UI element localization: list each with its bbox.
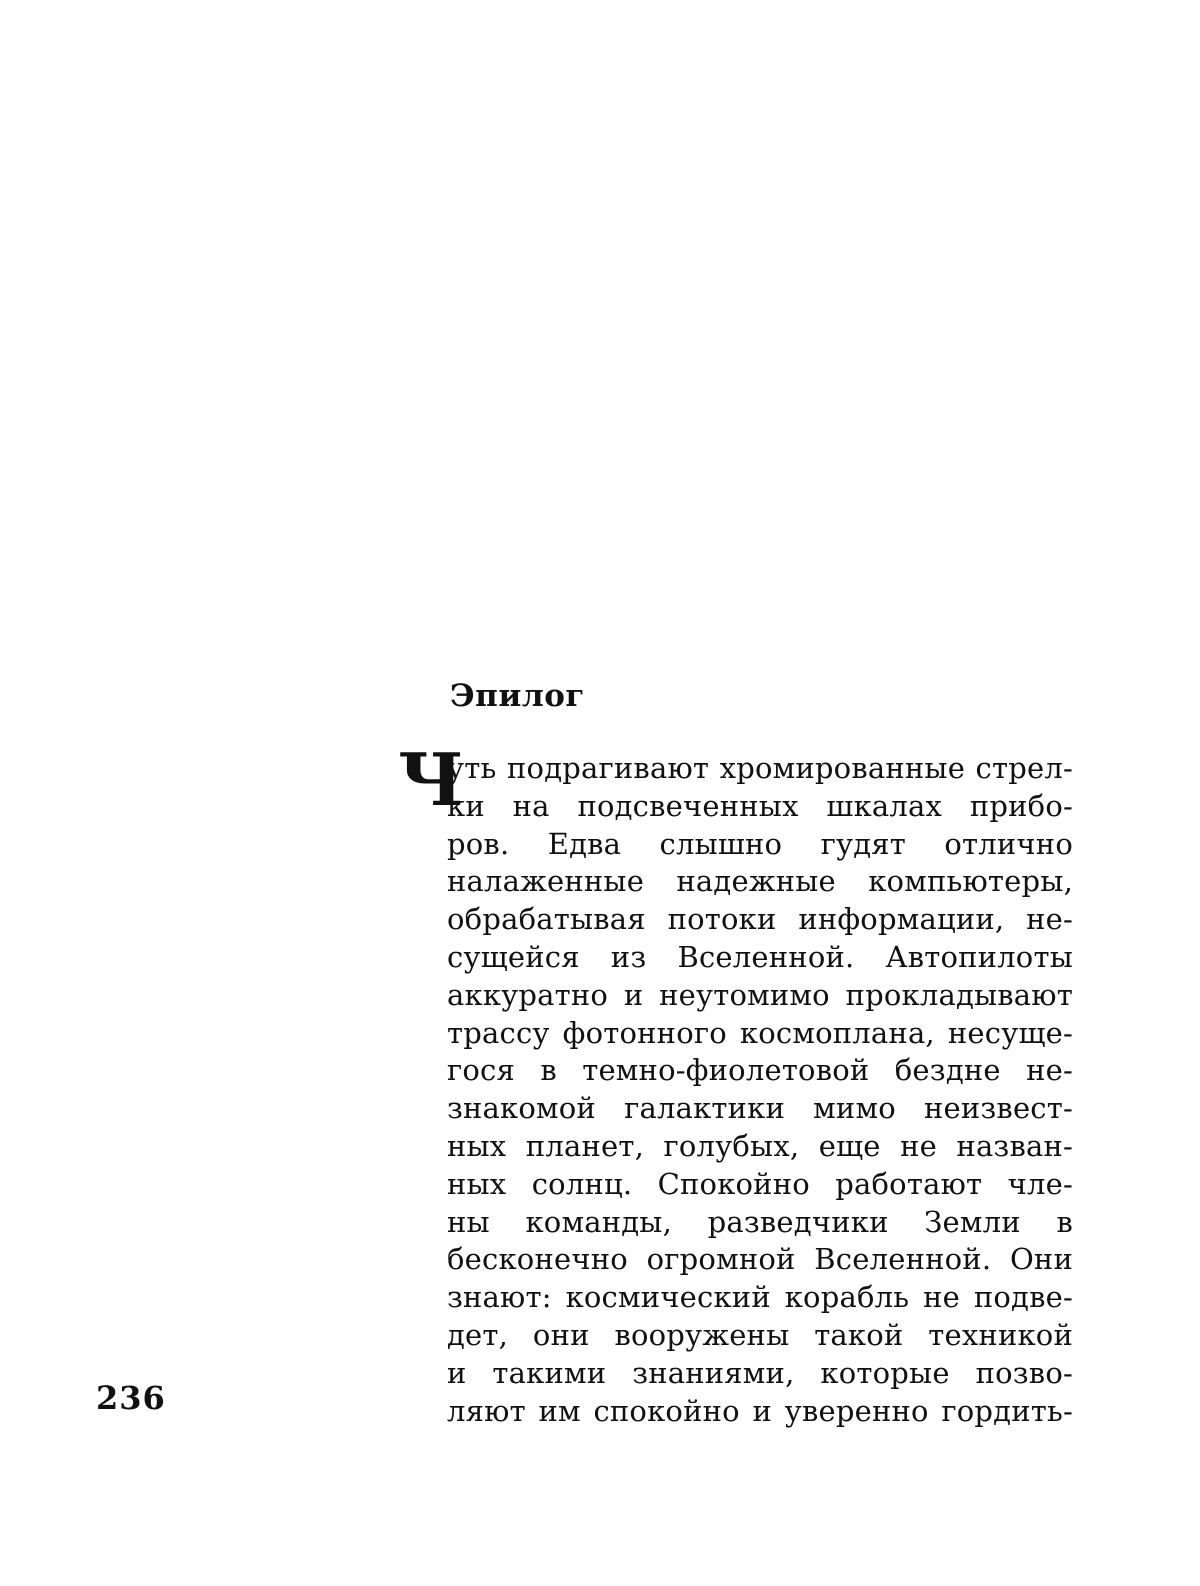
text-line: налаженные надежные компьютеры, (447, 864, 1073, 899)
text-line: уть подрагивают хромированные стрел- (447, 751, 1073, 785)
text-line: знают: космический корабль не подве- (447, 1280, 1073, 1315)
text-line: знакомой галактики мимо неизвест- (447, 1091, 1073, 1126)
text-line: обрабатывая потоки информации, не- (447, 902, 1073, 937)
body-text (447, 750, 1073, 1430)
text-line: и такими знаниями, которые позво- (447, 1355, 1073, 1390)
chapter-title: Эпилог (450, 678, 585, 714)
text-line: ных планет, голубых, еще не назван- (447, 1128, 1073, 1163)
text-line: трассу фотонного космоплана, несуще- (447, 1015, 1073, 1050)
drop-cap: Ч (398, 737, 464, 822)
page-number: 236 (96, 1379, 166, 1417)
text-line: ляют им спокойно и уверенно гордить- (447, 1393, 1073, 1428)
text-line: гося в темно-фиолетовой бездне не- (447, 1053, 1073, 1088)
text-line: ров. Едва слышно гудят отлично (447, 826, 1073, 861)
text-line: ных солнц. Спокойно работают чле- (447, 1166, 1073, 1201)
text-line: ны команды, разведчики Земли в (447, 1204, 1073, 1239)
text-line: дет, они вооружены такой техникой (447, 1317, 1073, 1352)
text-line: сущейся из Вселенной. Автопилоты (447, 939, 1073, 974)
text-line: ки на подсвеченных шкалах прибо- (447, 788, 1073, 823)
text-line: бесконечно огромной Вселенной. Они (447, 1242, 1073, 1277)
text-line: аккуратно и неутомимо прокладывают (447, 977, 1073, 1012)
